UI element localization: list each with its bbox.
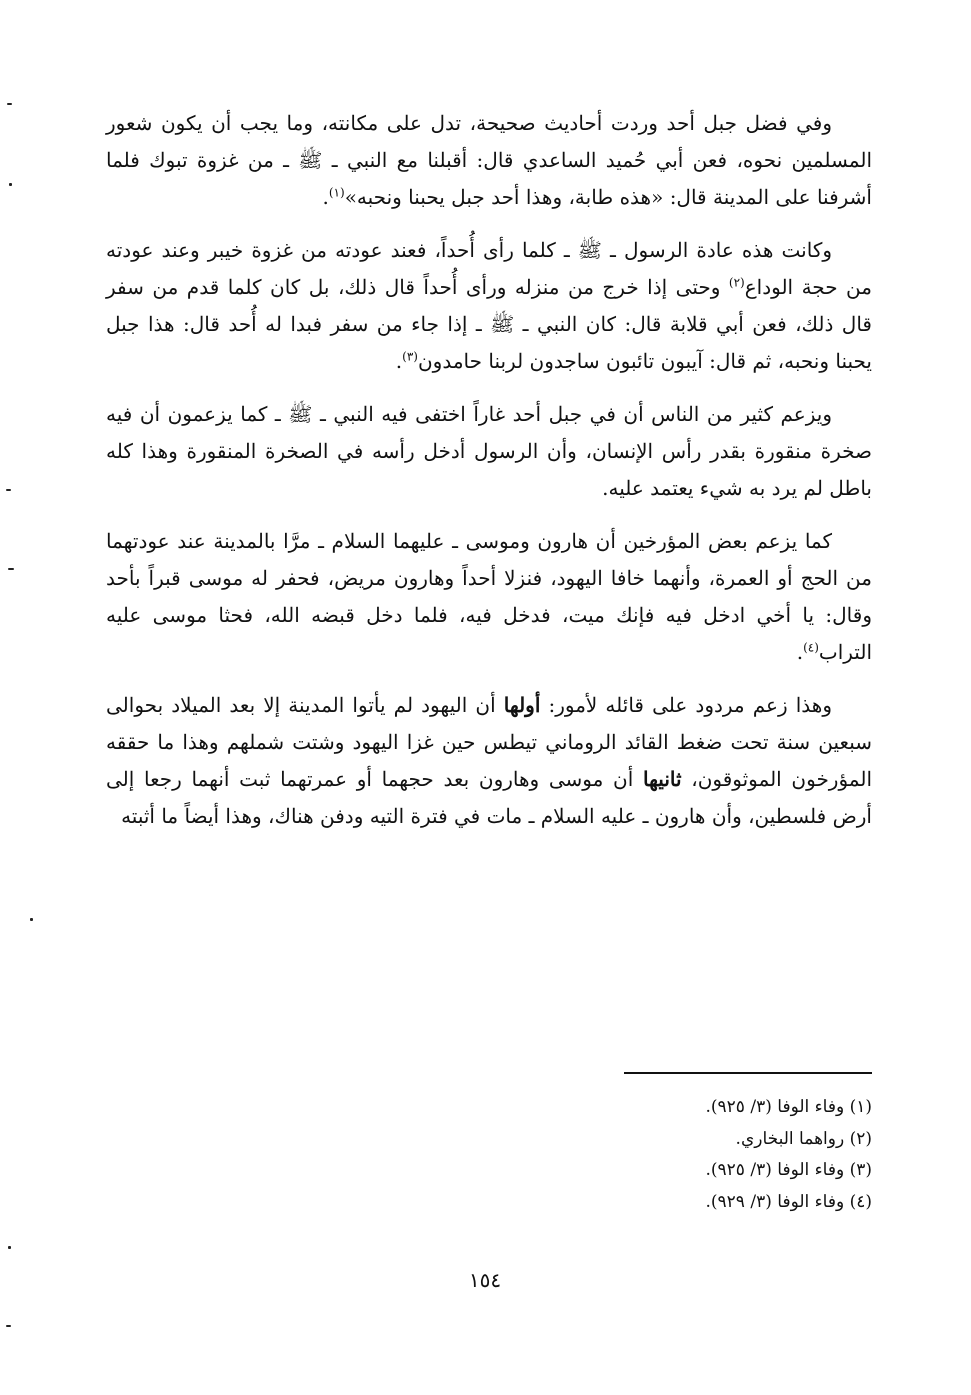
text-run: أن اليهود لم يأتوا المدينة إلا بعد الميلاد بحوالى سبعين سنة تحت ضغط القائد الروماني تيطس حين غزا اليهود وشتت شملهم وهذا ما حققه المؤرخون الموثوقون، — [106, 693, 873, 791]
text-run: وهذا زعم مردود على قائله لأمور: — [540, 693, 832, 717]
text-run: وفي فضل جبل أحد وردت أحاديث صحيحة، تدل على مكانته، وما يجب أن يكون شعور المسلمين نحوه، فعن أبي حُميد الساعدي قال: أقبلنا مع النبي ـ ﷺ ـ من غزوة تبوك فلما أشرفنا على المدينة قال: «هذه طابة، وهذا أحد جبل يحبنا ونحبه» — [106, 111, 872, 209]
scan-speck — [8, 1246, 11, 1249]
footnote-reference: (١) — [328, 185, 345, 200]
paragraph — [106, 687, 872, 835]
footnotes — [106, 1092, 872, 1218]
bold-term: أولها — [503, 693, 541, 717]
scan-speck — [9, 183, 12, 186]
text-run: . — [322, 185, 329, 209]
footnote-separator — [624, 1072, 872, 1074]
paragraph — [106, 232, 872, 380]
text-run: ويزعم كثير من الناس أن في جبل أحد غاراً اختفى فيه النبي ـ ﷺ ـ كما يزعمون أن فيه صخرة منقورة بقدر رأس الإنسان، وأن الرسول أدخل رأسه في الصخرة المنقورة وهذا كله باطل لم يرد به شيء يعتمد عليه. — [106, 402, 872, 500]
footnote-reference: (٤) — [803, 640, 819, 655]
text-run: . — [395, 349, 403, 373]
bold-term: ثانيها — [642, 767, 682, 791]
footnote: (٣) وفاء الوفا (٣/ ٩٢٥). — [705, 1160, 872, 1180]
footnote: (٢) رواهما البخاري. — [735, 1128, 872, 1149]
footnote-reference: (٣) — [402, 349, 418, 364]
paragraph — [106, 523, 872, 671]
paragraph — [106, 105, 872, 216]
footnote: (٤) وفاء الوفا (٣/ ٩٢٩). — [705, 1191, 872, 1212]
text-run: وحتى إذا خرج من منزله ورأى أُحداً قال ذلك، بل كان كلما قدم من سفر قال ذلك، فعن أبي قلابة قال: كان النبي ـ ﷺ ـ إذا جاء من سفر فبدا له أُحد قال: هذا جبل يحبنا ونحبه، ثم قال: آيبون تائبون ساجدون لربنا حامدون — [106, 275, 872, 373]
paragraph — [106, 396, 872, 507]
text-run: أن موسى وهارون بعد حجهما أو عمرتهما ثبت أنهما رجعا إلى أرض فلسطين، وأن هارون ـ عليه السلام ـ مات في فترة التيه ودفن هناك، وهذا أيضاً ما أثبته — [106, 767, 872, 828]
scan-speck — [7, 103, 12, 105]
footnote: (١) وفاء الوفا (٣/ ٩٢٥). — [705, 1097, 872, 1117]
scan-speck — [30, 918, 33, 921]
scan-speck — [6, 1325, 11, 1327]
footnote-reference: (٢) — [728, 275, 745, 290]
page-number: ١٥٤ — [468, 1268, 502, 1292]
scan-speck — [6, 489, 11, 491]
main-text — [106, 105, 872, 851]
text-run: . — [796, 640, 804, 664]
text-run: كما يزعم بعض المؤرخين أن هارون وموسى ـ عليهما السلام ـ مرَّا بالمدينة عند عودتهما من الحج أو العمرة، وأنهما خافا اليهود، فنزلا أحداً وهارون مريض، فحفر له موسى قبراً بأحد وقال: يا أخي ادخل فيه فإنك ميت، فدخل فيه، فلما دخل قبضه الله، فحثا موسى عليه التراب — [106, 529, 872, 664]
scan-speck — [8, 568, 14, 570]
text-run: وكانت هذه عادة الرسول ـ ﷺ ـ كلما رأى أُحداً، فعند عودته من غزوة خيبر وعند عودته من حجة الوداع — [106, 238, 872, 299]
